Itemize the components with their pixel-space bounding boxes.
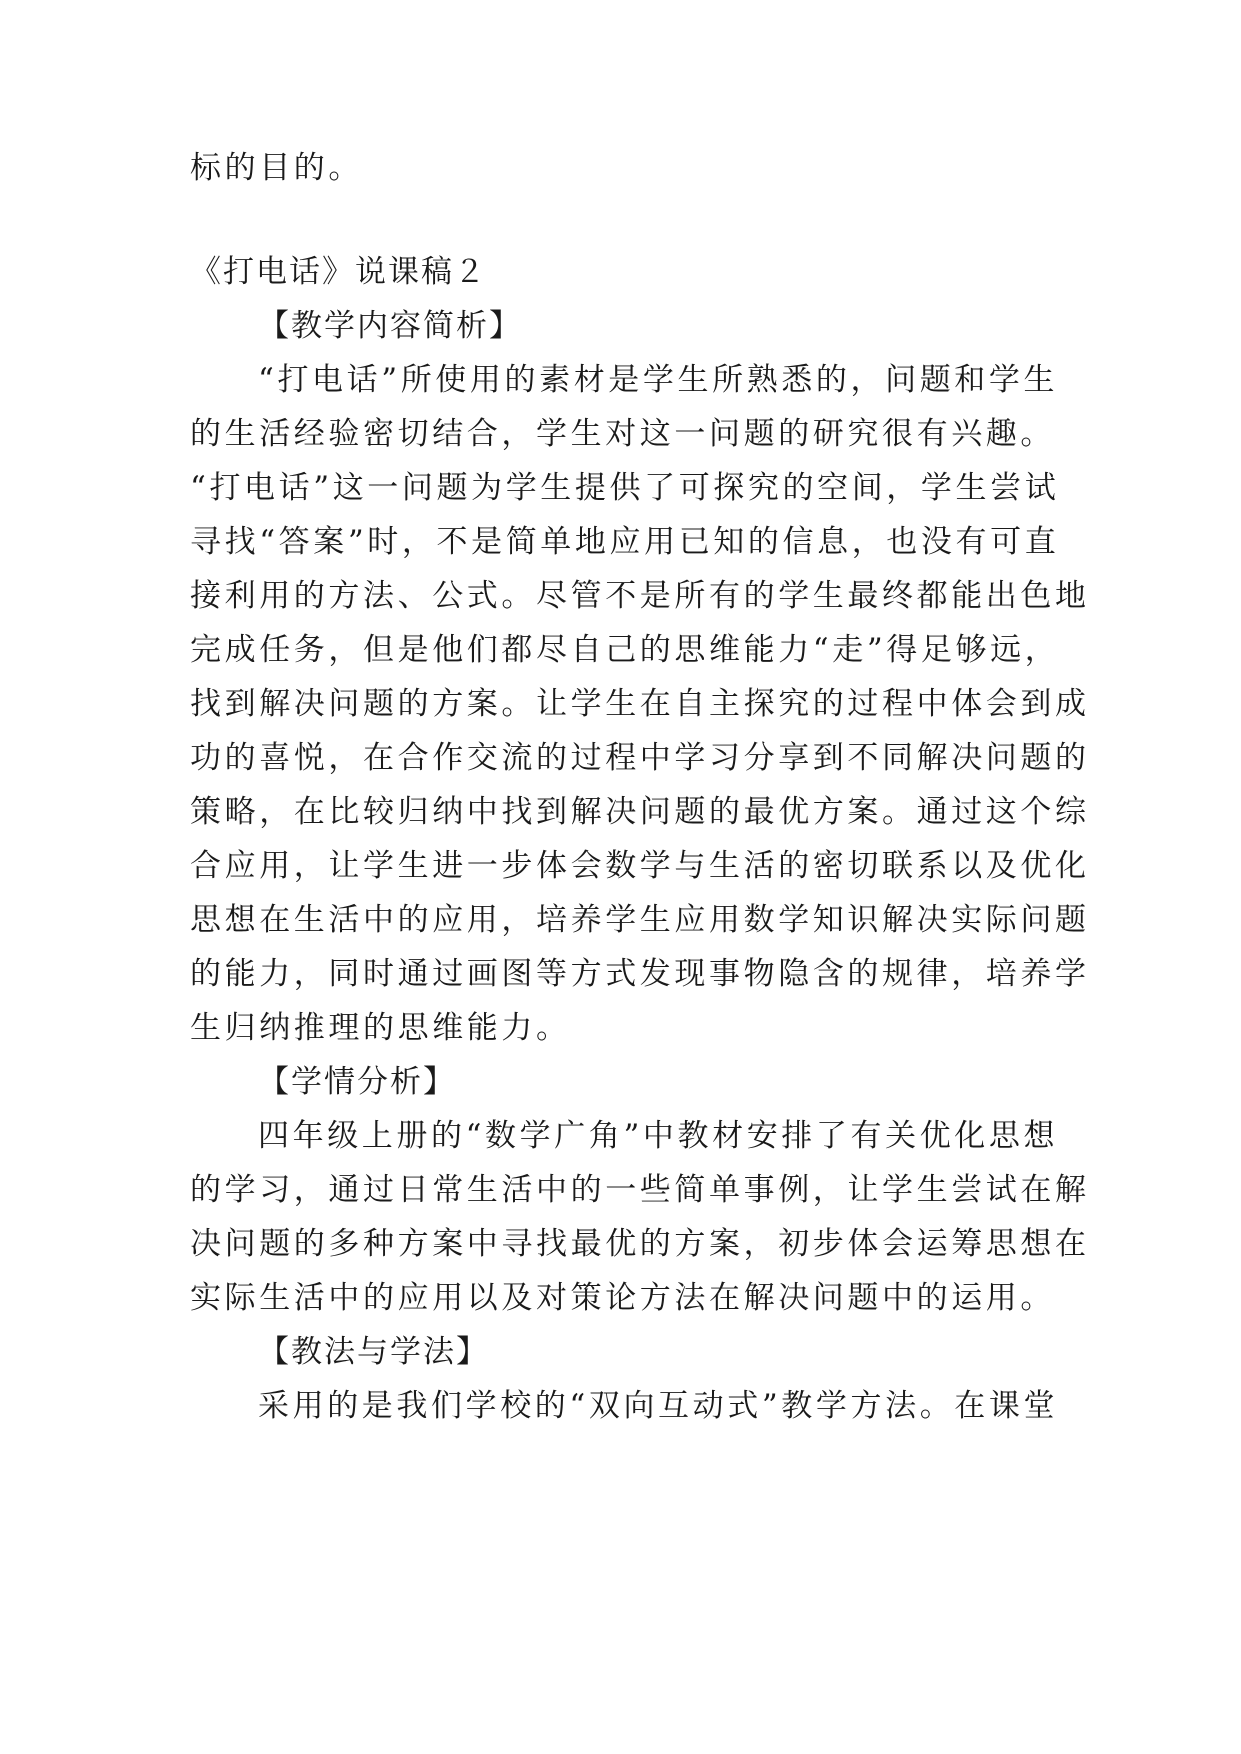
section-heading-content: 【教学内容简析】: [258, 308, 522, 344]
paragraph-line: 思想在生活中的应用，培养学生应用数学知识解决实际问题: [190, 902, 1090, 938]
paragraph-line: 找到解决问题的方案。让学生在自主探究的过程中体会到成: [190, 686, 1090, 722]
paragraph-line: “打电话”所使用的素材是学生所熟悉的，问题和学生: [258, 362, 1059, 398]
paragraph-line: 寻找“答案”时，不是简单地应用已知的信息，也没有可直: [190, 524, 1060, 560]
paragraph-line: 采用的是我们学校的“双向互动式”教学方法。在课堂: [258, 1388, 1059, 1424]
paragraph-line: 实际生活中的应用以及对策论方法在解决问题中的运用。: [190, 1280, 1055, 1316]
paragraph-line: 的能力，同时通过画图等方式发现事物隐含的规律，培养学: [190, 956, 1090, 992]
paragraph-line: 完成任务，但是他们都尽自己的思维能力“走”得足够远，: [190, 632, 1060, 668]
section-heading-students: 【学情分析】: [258, 1064, 456, 1100]
paragraph-line: 决问题的多种方案中寻找最优的方案，初步体会运筹思想在: [190, 1226, 1090, 1262]
paragraph-line: 策略，在比较归纳中找到解决问题的最优方案。通过这个综: [190, 794, 1090, 830]
paragraph-line: 接利用的方法、公式。尽管不是所有的学生最终都能出色地: [190, 578, 1090, 614]
document-title: 《打电话》说课稿２: [190, 254, 487, 290]
continuation-text: 标的目的。: [190, 150, 363, 186]
paragraph-line: 功的喜悦，在合作交流的过程中学习分享到不同解决问题的: [190, 740, 1090, 776]
paragraph-line: 生归纳推理的思维能力。: [190, 1010, 571, 1046]
paragraph-line: 的生活经验密切结合，学生对这一问题的研究很有兴趣。: [190, 416, 1055, 452]
paragraph-line: 合应用，让学生进一步体会数学与生活的密切联系以及优化: [190, 848, 1090, 884]
section-heading-methods: 【教法与学法】: [258, 1334, 489, 1370]
paragraph-line: 四年级上册的“数学广角”中教材安排了有关优化思想: [258, 1118, 1059, 1154]
paragraph-line: “打电话”这一问题为学生提供了可探究的空间，学生尝试: [190, 470, 1060, 506]
paragraph-line: 的学习，通过日常生活中的一些简单事例，让学生尝试在解: [190, 1172, 1090, 1208]
